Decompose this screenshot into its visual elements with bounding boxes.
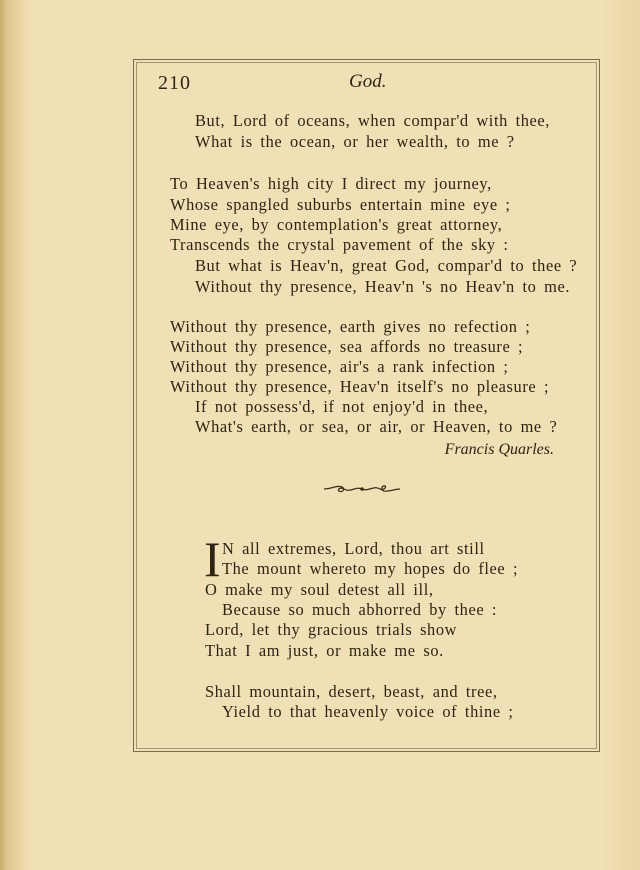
page-gutter xyxy=(0,0,26,870)
poem2-line-6: That I am just, or make me so. xyxy=(205,641,444,660)
poem1-line-4: Whose spangled suburbs entertain mine eye ; xyxy=(170,195,511,214)
ornament-divider xyxy=(322,482,402,496)
poem2-line-2: The mount whereto my hopes do flee ; xyxy=(222,559,519,578)
poem1-line-9: Without thy presence, earth gives no refection ; xyxy=(170,317,531,336)
poem1-line-3: To Heaven's high city I direct my journey, xyxy=(170,174,492,193)
poem1-line-7: But what is Heav'n, great God, compar'd to thee ? xyxy=(195,256,578,275)
drop-cap: I xyxy=(204,531,221,587)
running-title: God. xyxy=(349,71,387,92)
poem1-line-1: But, Lord of oceans, when compar'd with thee, xyxy=(195,111,551,130)
poem1-line-2: What is the ocean, or her wealth, to me ? xyxy=(195,132,515,151)
poem1-line-14: What's earth, or sea, or air, or Heaven, to me ? xyxy=(195,417,558,436)
attribution: Francis Quarles. xyxy=(444,441,554,458)
poem1-line-13: If not possess'd, if not enjoy'd in thee, xyxy=(195,397,489,416)
poem1-line-5: Mine eye, by contemplation's great attorney, xyxy=(170,215,503,234)
poem2-line-8: Yield to that heavenly voice of thine ; xyxy=(222,702,514,721)
poem2-line-4: Because so much abhorred by thee : xyxy=(222,600,498,619)
poem2-line-7: Shall mountain, desert, beast, and tree, xyxy=(205,682,498,701)
poem1-line-12: Without thy presence, Heav'n itself's no pleasure ; xyxy=(170,377,550,396)
poem1-line-8: Without thy presence, Heav'n 's no Heav'n to me. xyxy=(195,277,571,296)
poem1-line-6: Transcends the crystal pavement of the sky : xyxy=(170,235,509,254)
poem2-line-1: N all extremes, Lord, thou art still xyxy=(222,539,485,558)
poem1-line-11: Without thy presence, air's a rank infection ; xyxy=(170,357,509,376)
poem1-line-10: Without thy presence, sea affords no treasure ; xyxy=(170,337,524,356)
poem2-line-3: O make my soul detest all ill, xyxy=(205,580,434,599)
poem2-line-5: Lord, let thy gracious trials show xyxy=(205,620,458,639)
page-number: 210 xyxy=(158,72,191,94)
